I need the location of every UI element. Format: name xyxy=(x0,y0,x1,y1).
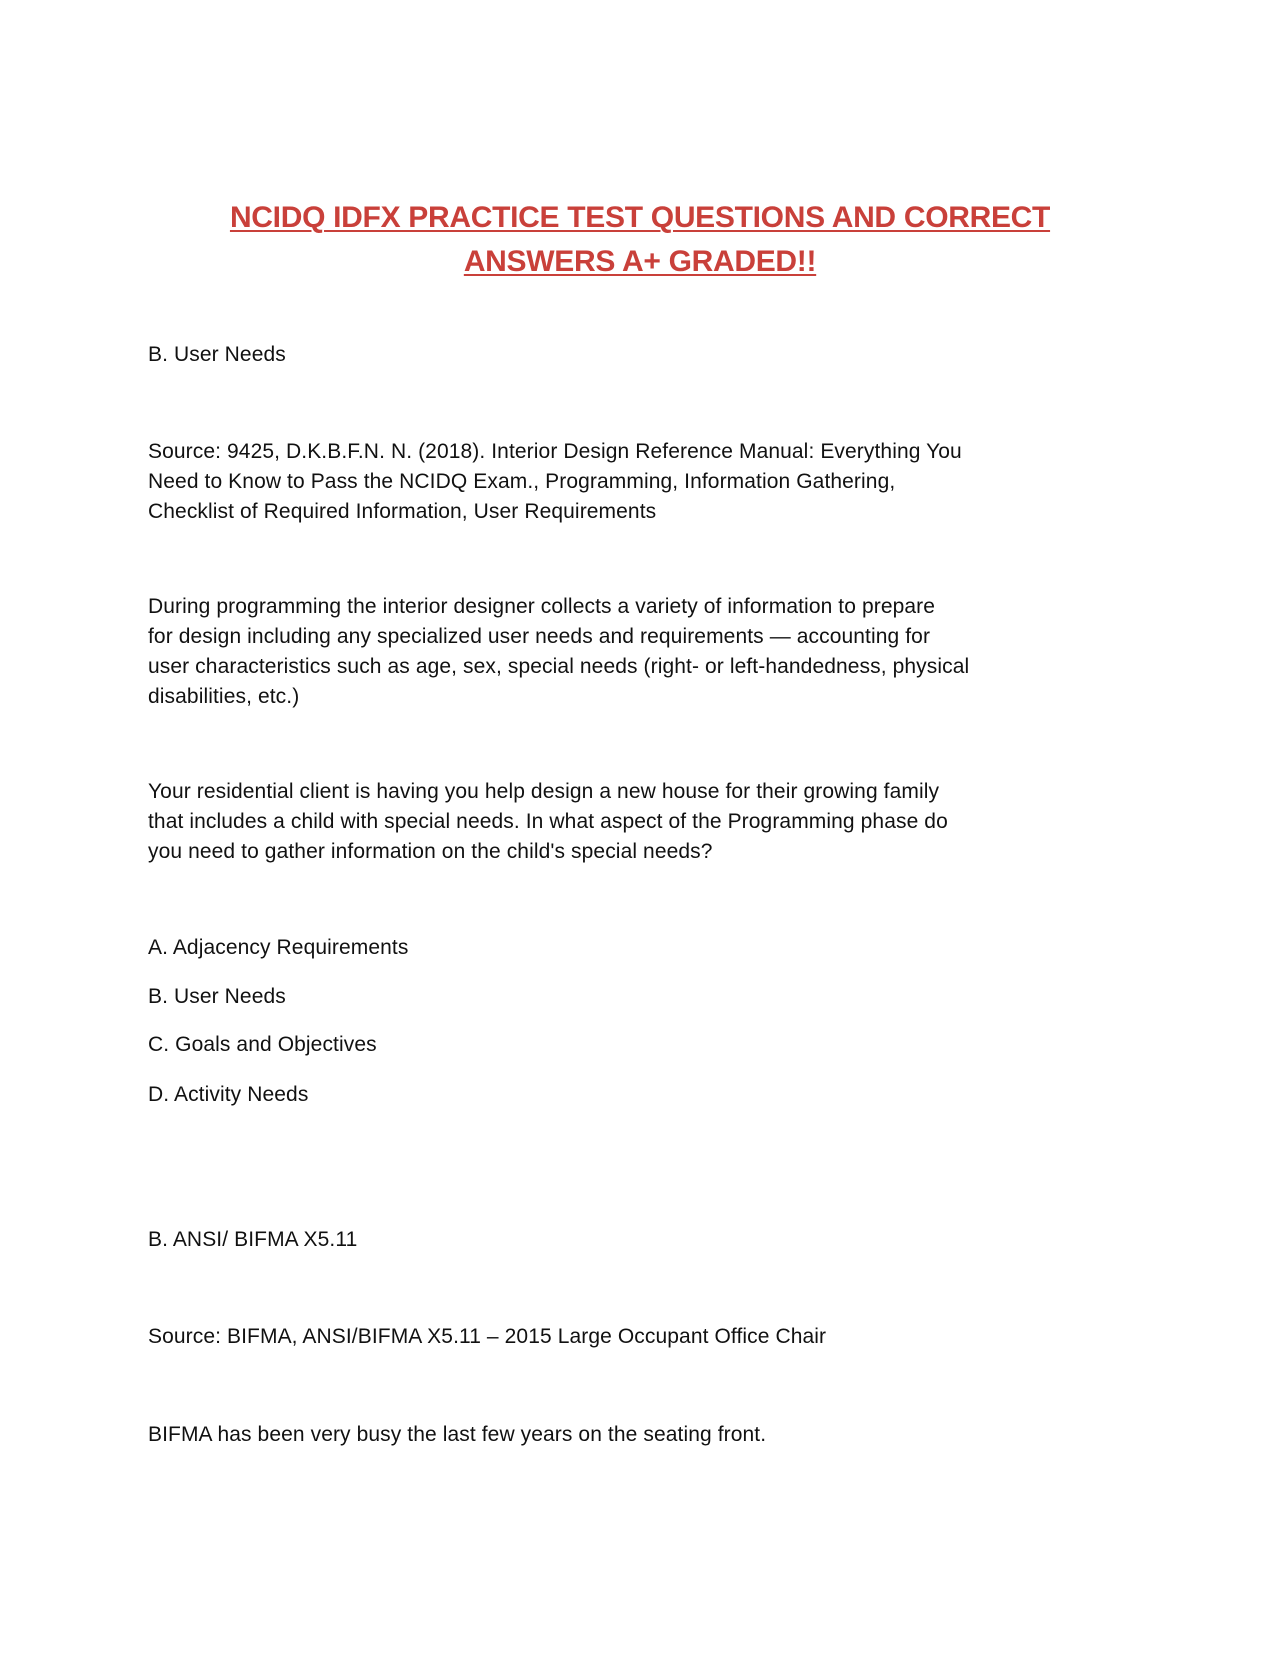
option-a-text: A. Adjacency Requirements xyxy=(148,936,409,959)
option-d-text: D. Activity Needs xyxy=(148,1083,309,1106)
source-1-line-2: Need to Know to Pass the NCIDQ Exam., Programming, Information Gathering, xyxy=(148,470,896,493)
source-2-text: Source: BIFMA, ANSI/BIFMA X5.11 – 2015 Large Occupant Office Chair xyxy=(148,1325,827,1348)
title-line-2: ANSWERS A+ GRADED!! xyxy=(463,245,817,278)
explanation-2 xyxy=(148,1420,1138,1450)
title-line-1: NCIDQ IDFX PRACTICE TEST QUESTIONS AND CORRECT xyxy=(229,201,1051,234)
source-1 xyxy=(148,437,1138,527)
option-c-text: C. Goals and Objectives xyxy=(148,1033,377,1056)
option-b xyxy=(148,982,1138,1012)
option-d xyxy=(148,1080,1138,1110)
source-2 xyxy=(148,1322,1138,1352)
question-1-line-2: that includes a child with special needs. In what aspect of the Programming phase do xyxy=(148,810,948,833)
option-c xyxy=(148,1030,1138,1060)
answer-1 xyxy=(148,340,1138,370)
option-a xyxy=(148,933,1138,963)
answer-1-text: B. User Needs xyxy=(148,343,286,366)
explanation-1-line-2: for design including any specialized user needs and requirements — accounting for xyxy=(148,625,931,648)
option-b-text: B. User Needs xyxy=(148,985,286,1008)
explanation-1-line-3: user characteristics such as age, sex, special needs (right- or left-handedness, physical xyxy=(148,655,970,678)
explanation-2-text: BIFMA has been very busy the last few years on the seating front. xyxy=(148,1423,767,1446)
answer-2-text: B. ANSI/ BIFMA X5.11 xyxy=(148,1228,358,1251)
source-1-line-1: Source: 9425, D.K.B.F.N. N. (2018). Interior Design Reference Manual: Everything You xyxy=(148,440,962,463)
explanation-1-line-1: During programming the interior designer collects a variety of information to prepare xyxy=(148,595,936,618)
answer-2 xyxy=(148,1225,1138,1255)
source-1-line-3: Checklist of Required Information, User Requirements xyxy=(148,500,657,523)
document-title xyxy=(140,196,1140,284)
question-1-line-1: Your residential client is having you help design a new house for their growing family xyxy=(148,780,940,803)
question-1 xyxy=(148,777,1138,867)
explanation-1-line-4: disabilities, etc.) xyxy=(148,685,300,708)
question-1-line-3: you need to gather information on the child's special needs? xyxy=(148,840,713,863)
explanation-1 xyxy=(148,592,1138,712)
